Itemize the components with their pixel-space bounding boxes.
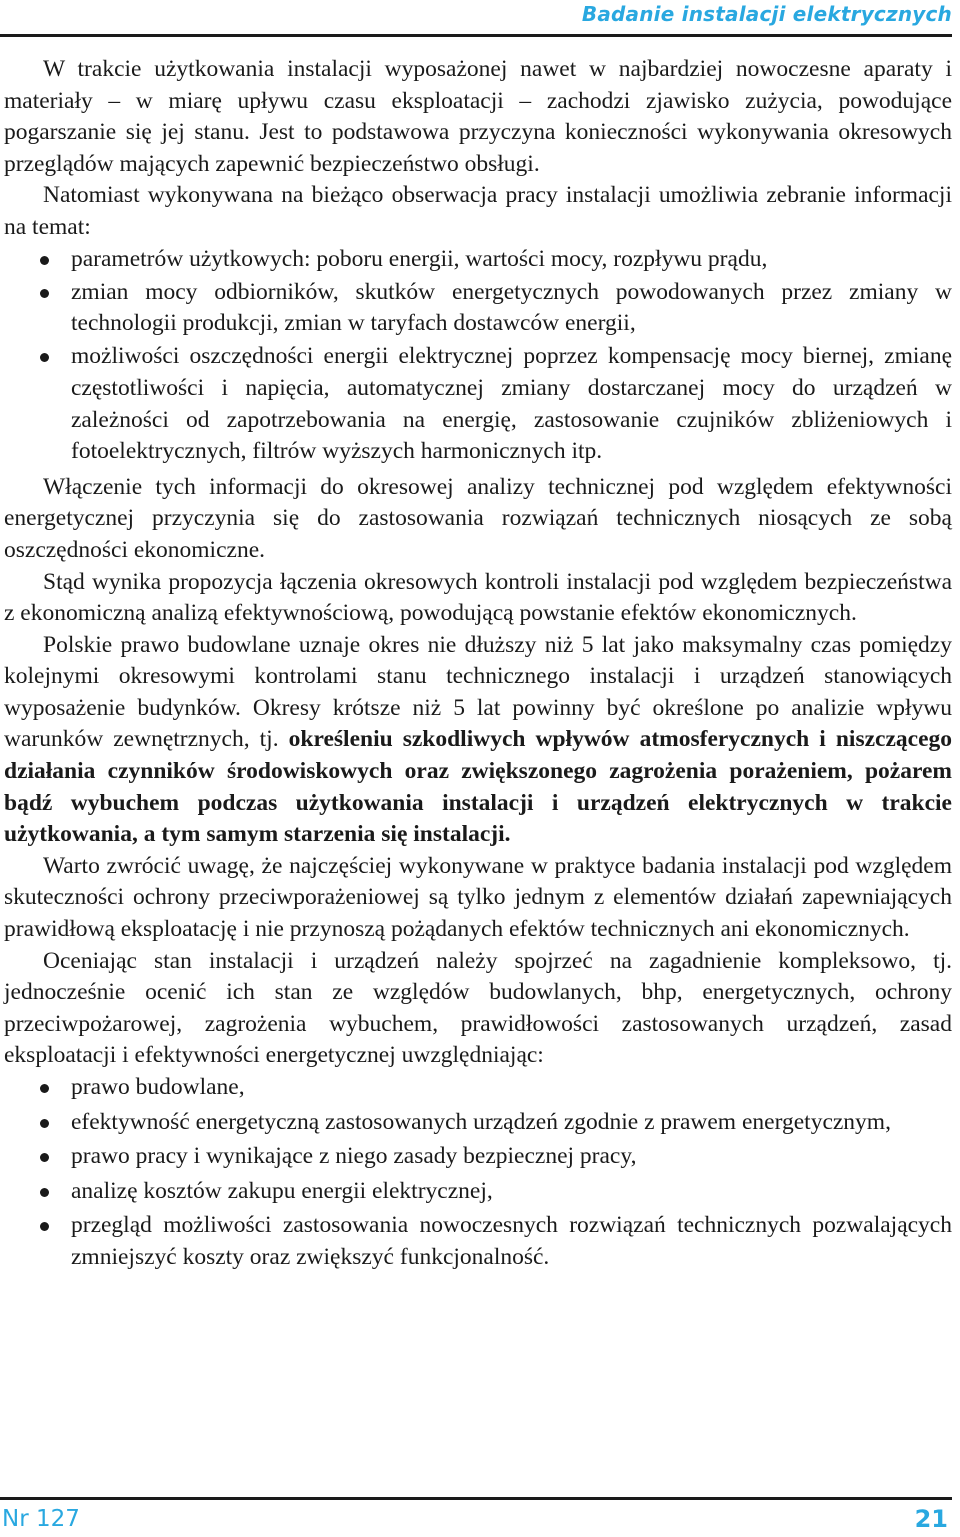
bullet-icon	[40, 256, 49, 265]
list-item-text: efektywność energetyczną zastosowanych urządzeń zgodnie z prawem energetycznym,	[71, 1108, 891, 1135]
bullet-icon	[40, 1222, 49, 1231]
paragraph-5-text: Polskie prawo budowlane uznaje okres nie dłuższy niż 5 lat jako maksymalny czas pomiędzy kolejnymi okresowymi kontrolami stanu technicznego instalacji i urządzeń stanowiących wyposażenie budynków. Okresy krótsze niż 5 lat powinny być określone po analizie wpływu warunków zewnętrznych, tj.	[4, 631, 952, 753]
paragraph-3: Włączenie tych informacji do okresowej analizy technicznej pod względem efektywności energetycznej przyczynia się do zastosowania rozwiązań technicznych niosących ze sobą oszczędności ekonomiczne.	[4, 473, 952, 563]
bullet-icon	[40, 1119, 49, 1128]
article-body	[4, 54, 952, 1277]
list-item-text: prawo pracy i wynikające z niego zasady bezpiecznej pracy,	[71, 1143, 637, 1170]
header-rule	[0, 34, 952, 37]
paragraph-5-emphasis: określeniu szkodliwych wpływów atmosferycznych i niszczącego działania czynników środowiskowych oraz zwiększonego zagrożenia porażeniem, pożarem bądź wybuchem podczas użytkowania instalacji i urządzeń elektrycznych w trakcie użytkowania, a tym samym starzenia się instalacji.	[4, 726, 953, 848]
paragraph-7: Oceniając stan instalacji i urządzeń należy spojrzeć na zagadnienie kompleksowo, tj. jednocześnie ocenić ich stan ze względów budowlanych, bhp, energetycznych, ochrony przeciwpożarowej, zagrożenia wybuchem, prawidłowości zastosowanych urządzeń, zasad eksploatacji i efektywności energetycznej uwzględniając:	[4, 947, 952, 1069]
running-header-title: Badanie instalacji elektrycznych	[581, 2, 952, 26]
paragraph-6: Warto zwrócić uwagę, że najczęściej wykonywane w praktyce badania instalacji pod względem skuteczności ochrony przeciwporażeniowej są tylko jednym z elementów działań zapewniających prawidłową eksploatację i nie przynoszą pożądanych efektów technicznych ani ekonomicznych.	[4, 852, 952, 943]
issue-number: Nr 127	[2, 1506, 80, 1532]
list-item	[4, 277, 952, 340]
page-number: 21	[914, 1505, 948, 1533]
list-item-text: możliwości oszczędności energii elektrycznej poprzez kompensację mocy biernej, zmianę częstotliwości i napięcia, automatycznej zmiany dostarczanej mocy do urządzeń w zależności od zapotrzebowania na energię, zastosowanie czujników zbliżeniowych i fotoelektrycznych, filtrów wyższych harmonicznych itp.	[71, 343, 952, 465]
bullet-icon	[40, 1084, 49, 1093]
list-item	[4, 1210, 952, 1273]
paragraph-1: W trakcie użytkowania instalacji wyposażonej nawet w najbardziej nowoczesne aparaty i materiały – w miarę upływu czasu eksploatacji – zachodzi zjawisko zużycia, powodujące pogarszanie się jej stanu. Jest to podstawowa przyczyna konieczności wykonywania okresowych przeglądów mających zapewnić bezpieczeństwo obsługi.	[4, 56, 952, 177]
list-item	[4, 341, 952, 467]
list-item	[4, 1107, 952, 1139]
bullet-icon	[40, 1153, 49, 1162]
bullet-icon	[40, 353, 49, 362]
list-item	[4, 244, 952, 276]
bullet-icon	[40, 1188, 49, 1197]
list-item-text: analizę kosztów zakupu energii elektrycznej,	[71, 1177, 493, 1204]
bullet-list-2	[4, 1072, 952, 1274]
footer-rule	[0, 1497, 952, 1500]
bullet-list-1	[4, 244, 952, 468]
paragraph-5	[4, 630, 952, 851]
list-item-text: parametrów użytkowych: poboru energii, wartości mocy, rozpływu prądu,	[71, 245, 768, 272]
list-item	[4, 1072, 952, 1104]
list-item	[4, 1176, 952, 1208]
list-item-text: przegląd możliwości zastosowania nowoczesnych rozwiązań technicznych pozwalających zmniejszyć koszty oraz zwiększyć funkcjonalność.	[71, 1212, 952, 1270]
paragraph-2: Natomiast wykonywana na bieżąco obserwacja pracy instalacji umożliwia zebranie informacji na temat:	[4, 182, 952, 240]
list-item-text: zmian mocy odbiorników, skutków energetycznych powodowanych przez zmiany w technologii produkcji, zmian w taryfach dostawców energii,	[71, 278, 952, 337]
list-item	[4, 1141, 952, 1173]
list-item-text: prawo budowlane,	[71, 1074, 245, 1100]
bullet-icon	[40, 289, 49, 298]
paragraph-4: Stąd wynika propozycja łączenia okresowych kontroli instalacji pod względem bezpieczeństwa z ekonomiczną analizą efektywnościową, powodującą powstanie efektów ekonomicznych.	[4, 568, 952, 627]
